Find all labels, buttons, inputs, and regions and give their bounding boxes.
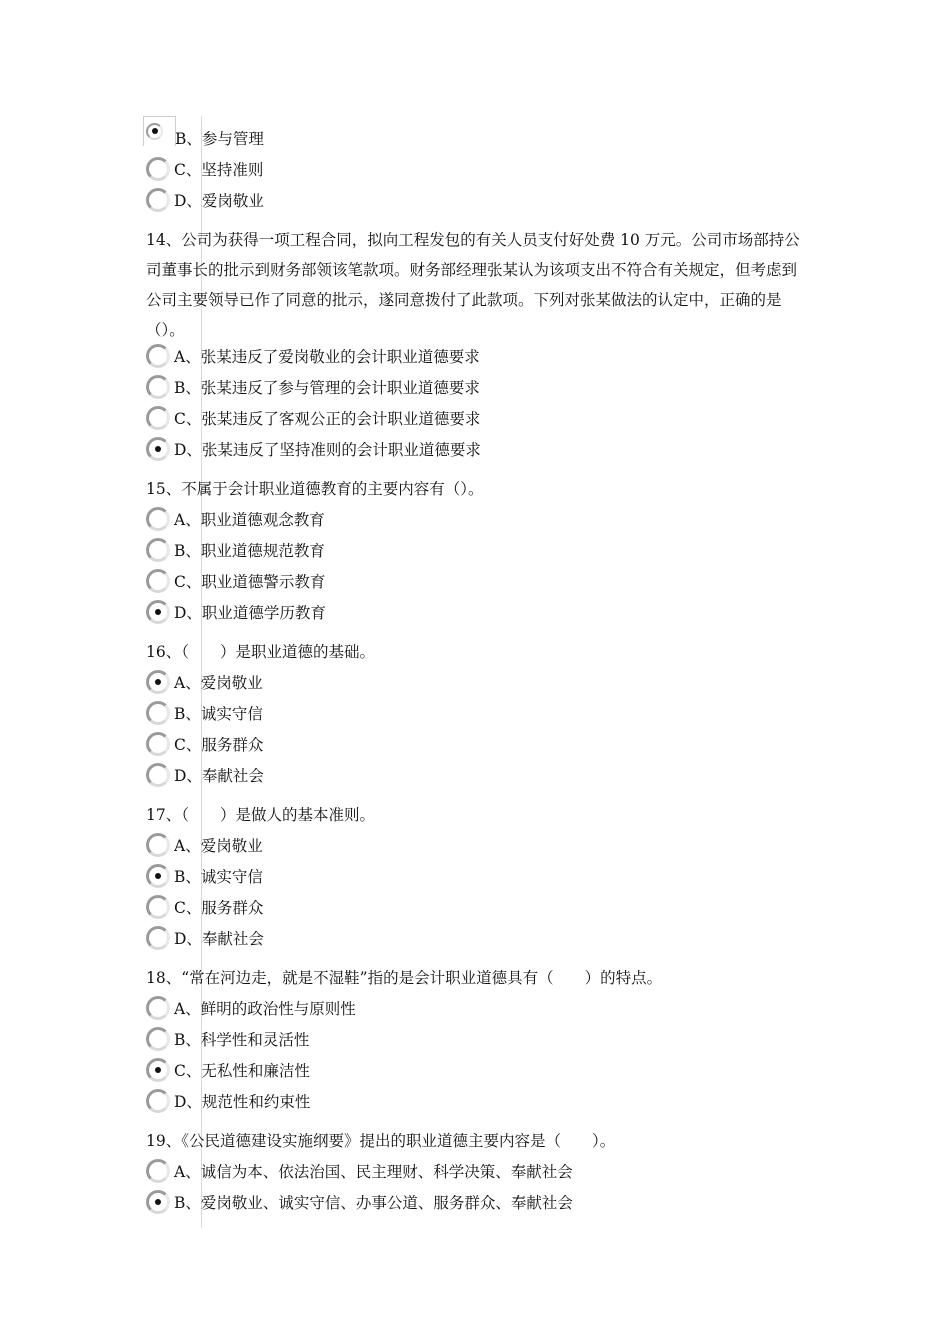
option-label: A、张某违反了爱岗敬业的会计职业道德要求 [174, 348, 480, 366]
option-q17-a[interactable] [146, 831, 263, 859]
radio-empty-icon[interactable] [146, 732, 170, 756]
option-q14-a[interactable] [146, 342, 480, 370]
radio-empty-icon[interactable] [146, 763, 170, 787]
radio-empty-icon[interactable] [146, 375, 170, 399]
option-label: B、爱岗敬业、诚实守信、办事公道、服务群众、奉献社会 [174, 1194, 573, 1212]
option-q16-a[interactable] [146, 668, 263, 696]
radio-selected-icon[interactable] [146, 864, 170, 888]
question-14-text: 14、公司为获得一项工程合同，拟向工程发包的有关人员支付好处费 10 万元。公司市场部持公司董事长的批示到财务部领该笔款项。财务部经理张某认为该项支出不符合有关规定，但考虑到公司主要领导已作了同意的批示，遂同意拨付了此款项。下列对张某做法的认定中，正确的是（）。 [146, 231, 800, 339]
question-16-text: 16、（ ）是职业道德的基础。 [146, 643, 375, 661]
radio-selected-icon[interactable] [146, 600, 170, 624]
option-label: B、诚实守信 [174, 868, 263, 886]
option-q18-c[interactable] [146, 1056, 310, 1084]
option-q16-c[interactable] [146, 730, 263, 758]
option-label: C、张某违反了客观公正的会计职业道德要求 [174, 410, 481, 428]
option-label: D、张某违反了坚持准则的会计职业道德要求 [174, 441, 481, 459]
option-q15-c[interactable] [146, 567, 325, 595]
radio-empty-icon[interactable] [146, 507, 170, 531]
question-18-text: 18、“常在河边走，就是不湿鞋”指的是会计职业道德具有（ ）的特点。 [146, 969, 663, 987]
option-label: B、张某违反了参与管理的会计职业道德要求 [174, 379, 480, 397]
radio-empty-icon[interactable] [146, 1027, 170, 1051]
radio-selected-icon[interactable] [146, 1058, 170, 1082]
option-q16-d[interactable] [146, 761, 264, 789]
option-label: A、爱岗敬业 [174, 674, 263, 692]
option-label: D、奉献社会 [174, 930, 264, 948]
option-label: D、职业道德学历教育 [174, 604, 326, 622]
option-label: D、奉献社会 [174, 767, 264, 785]
radio-empty-icon[interactable] [146, 926, 170, 950]
option-label: A、职业道德观念教育 [174, 511, 325, 529]
radio-empty-icon[interactable] [146, 701, 170, 725]
radio-selected-icon[interactable] [146, 437, 170, 461]
option-label: B、科学性和灵活性 [174, 1031, 310, 1049]
option-q17-b[interactable] [146, 862, 263, 890]
option-q13-d[interactable] [146, 186, 264, 214]
option-label: C、坚持准则 [174, 161, 264, 179]
question-19-text: 19、《公民道德建设实施纲要》提出的职业道德主要内容是（ ）。 [146, 1132, 616, 1150]
option-q13-b[interactable] [146, 124, 264, 152]
option-q14-d[interactable] [146, 435, 481, 463]
radio-empty-icon[interactable] [146, 406, 170, 430]
radio-selected-icon[interactable] [146, 670, 170, 694]
option-q19-a[interactable] [146, 1157, 573, 1185]
option-label: C、无私性和廉洁性 [174, 1062, 310, 1080]
radio-empty-icon[interactable] [146, 1159, 170, 1183]
option-label: C、职业道德警示教育 [174, 573, 326, 591]
option-q18-b[interactable] [146, 1025, 309, 1053]
radio-empty-icon[interactable] [146, 1089, 170, 1113]
radio-selected-icon[interactable] [146, 1190, 170, 1214]
option-q15-a[interactable] [146, 505, 325, 533]
option-label: D、爱岗敬业 [174, 192, 264, 210]
option-q16-b[interactable] [146, 699, 263, 727]
option-q19-b[interactable] [146, 1188, 573, 1216]
radio-empty-icon[interactable] [146, 157, 170, 181]
option-label: C、服务群众 [174, 899, 264, 917]
option-label: B、参与管理 [175, 130, 264, 148]
option-q18-a[interactable] [146, 994, 356, 1022]
option-q15-d[interactable] [146, 598, 326, 626]
radio-selected-icon[interactable] [146, 123, 163, 140]
radio-empty-icon[interactable] [146, 833, 170, 857]
option-q15-b[interactable] [146, 536, 325, 564]
option-q17-d[interactable] [146, 924, 264, 952]
option-q13-c[interactable] [146, 155, 263, 183]
option-q17-c[interactable] [146, 893, 263, 921]
option-q18-d[interactable] [146, 1087, 310, 1115]
question-15-text: 15、不属于会计职业道德教育的主要内容有（）。 [146, 480, 484, 498]
radio-empty-icon[interactable] [146, 344, 170, 368]
option-label: D、规范性和约束性 [174, 1093, 311, 1111]
option-label: B、诚实守信 [174, 705, 263, 723]
option-label: A、爱岗敬业 [174, 837, 263, 855]
option-q14-c[interactable] [146, 404, 480, 432]
radio-empty-icon[interactable] [146, 538, 170, 562]
option-q14-b[interactable] [146, 373, 480, 401]
radio-empty-icon[interactable] [146, 895, 170, 919]
option-label: A、诚信为本、依法治国、民主理财、科学决策、奉献社会 [174, 1163, 573, 1181]
option-label: C、服务群众 [174, 736, 264, 754]
radio-empty-icon[interactable] [146, 996, 170, 1020]
option-label: B、职业道德规范教育 [174, 542, 325, 560]
question-17-text: 17、（ ）是做人的基本准则。 [146, 806, 375, 824]
option-label: A、鲜明的政治性与原则性 [174, 1000, 356, 1018]
radio-empty-icon[interactable] [146, 569, 170, 593]
radio-empty-icon[interactable] [146, 188, 170, 212]
